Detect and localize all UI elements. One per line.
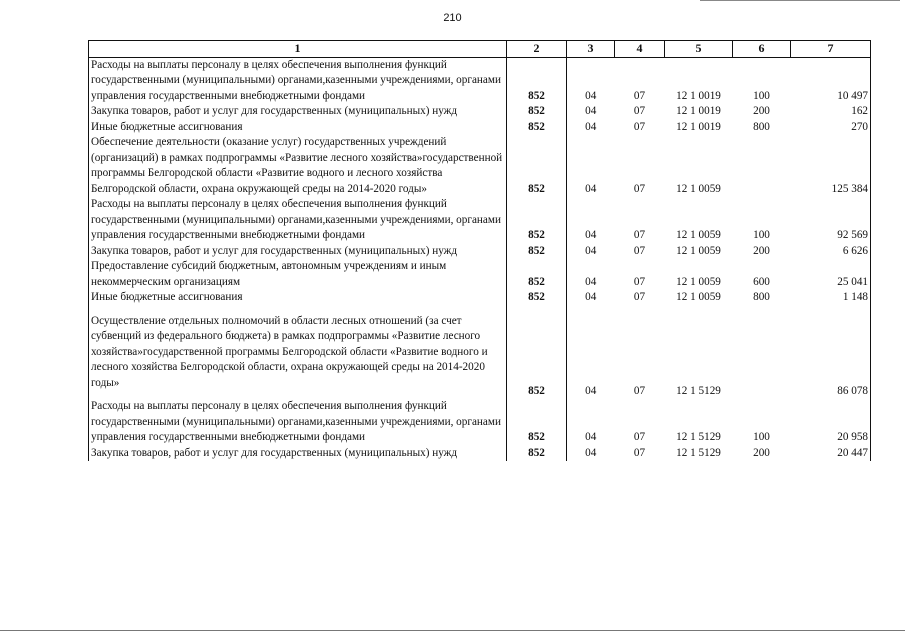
expense-name: Осуществление отдельных полномочий в области лесных отношений (за счет субвенций из федерального бюджета) в рамках подпрограммы «Развитие лесного хозяйства»государственной программы Белгородской области «Развитие водного и лесного хозяйства Белгородской области, охрана окружающей среды на 2014-2020 годы»	[89, 314, 507, 400]
bottom-rule	[0, 630, 905, 631]
amount: 162	[791, 104, 871, 120]
ministry-code: 852	[507, 290, 567, 306]
subsection-code: 07	[633, 446, 646, 459]
ministry-code: 852	[507, 399, 567, 446]
subsection-code: 07	[633, 244, 646, 257]
table-row	[89, 120, 871, 136]
amount: 25 041	[791, 259, 871, 290]
amount: 6 626	[791, 244, 871, 260]
target-article-code: 12 1 0059	[676, 229, 721, 241]
expense-type-code: 100	[753, 229, 770, 241]
column-header: 1	[89, 41, 507, 58]
row-spacer	[89, 306, 871, 314]
ministry-code: 852	[507, 446, 567, 462]
expense-name: Закупка товаров, работ и услуг для государственных (муниципальных) нужд	[89, 244, 507, 260]
ministry-code: 852	[507, 57, 567, 104]
section-code: 04	[585, 275, 597, 288]
subsection-code: 07	[633, 431, 646, 443]
table-row	[89, 244, 871, 260]
subsection-code: 07	[633, 105, 646, 117]
amount: 20 958	[791, 399, 871, 446]
column-header: 3	[567, 41, 615, 58]
table-row	[89, 135, 871, 197]
expense-type-code: 200	[753, 446, 770, 459]
top-rule	[700, 0, 900, 1]
expense-name: Предоставление субсидий бюджетным, автономным учреждениям и иным некоммерческим организациям	[89, 259, 507, 290]
column-header: 6	[733, 41, 791, 58]
page-number: 210	[443, 12, 462, 24]
ministry-code: 852	[507, 104, 567, 120]
expense-type-code: 800	[753, 120, 770, 133]
expense-type-code	[733, 314, 791, 400]
table-row	[89, 399, 871, 446]
subsection-code: 07	[633, 275, 646, 288]
table-row	[89, 259, 871, 290]
target-article-code: 12 1 0059	[676, 182, 721, 195]
expense-name: Закупка товаров, работ и услуг для государственных (муниципальных) нужд	[89, 446, 507, 462]
section-code: 04	[585, 182, 597, 195]
target-article-code: 12 1 5129	[676, 446, 721, 459]
header-row	[89, 41, 871, 58]
table-row	[89, 290, 871, 306]
target-article-code: 12 1 0019	[676, 105, 721, 117]
expense-type-code: 200	[753, 244, 770, 257]
expense-name: Иные бюджетные ассигнования	[89, 120, 507, 136]
budget-table	[88, 40, 871, 461]
expense-name: Расходы на выплаты персоналу в целях обеспечения выполнения функций государственными (муниципальными) органами,казенными учреждениями, органами управления государственными внебюджетными фондами	[89, 399, 507, 446]
column-header: 4	[615, 41, 665, 58]
section-code: 04	[585, 244, 597, 257]
target-article-code: 12 1 5129	[676, 384, 721, 397]
expense-name: Расходы на выплаты персоналу в целях обеспечения выполнения функций государственными (муниципальными) органами,казенными учреждениями, органами управления государственными внебюджетными фондами	[89, 57, 507, 104]
amount: 86 078	[791, 314, 871, 400]
ministry-code: 852	[507, 135, 567, 197]
subsection-code: 07	[633, 229, 646, 241]
target-article-code: 12 1 0059	[676, 275, 721, 288]
section-code: 04	[585, 291, 597, 303]
ministry-code: 852	[507, 120, 567, 136]
amount: 1 148	[791, 290, 871, 306]
table-row	[89, 104, 871, 120]
ministry-code: 852	[507, 259, 567, 290]
target-article-code: 12 1 0019	[676, 89, 721, 102]
target-article-code: 12 1 0019	[676, 120, 721, 133]
section-code: 04	[585, 384, 597, 397]
expense-name: Расходы на выплаты персоналу в целях обеспечения выполнения функций государственными (муниципальными) органами,казенными учреждениями, органами управления государственными внебюджетными фондами	[89, 197, 507, 244]
amount: 125 384	[791, 135, 871, 197]
section-code: 04	[585, 446, 597, 459]
ministry-code: 852	[507, 314, 567, 400]
section-code: 04	[585, 105, 597, 117]
expense-type-code: 200	[753, 105, 770, 117]
amount: 10 497	[791, 57, 871, 104]
target-article-code: 12 1 5129	[676, 431, 721, 443]
expense-type-code: 100	[753, 89, 770, 102]
amount: 270	[791, 120, 871, 136]
table-row	[89, 197, 871, 244]
target-article-code: 12 1 0059	[676, 244, 721, 257]
section-code: 04	[585, 89, 597, 102]
expense-name: Обеспечение деятельности (оказание услуг) государственных учреждений (организаций) в рамках подпрограммы «Развитие лесного хозяйства»государственной программы Белгородской области «Развитие водного и лесного хозяйства Белгородской области, охрана окружающей среды на 2014-2020 годы»	[89, 135, 507, 197]
expense-name: Иные бюджетные ассигнования	[89, 290, 507, 306]
subsection-code: 07	[633, 89, 646, 102]
amount: 20 447	[791, 446, 871, 462]
subsection-code: 07	[633, 291, 646, 303]
expense-type-code	[733, 135, 791, 197]
expense-type-code: 800	[753, 291, 770, 303]
column-header: 5	[665, 41, 733, 58]
ministry-code: 852	[507, 197, 567, 244]
table-row	[89, 57, 871, 104]
target-article-code: 12 1 0059	[676, 291, 721, 303]
section-code: 04	[585, 120, 597, 133]
subsection-code: 07	[633, 384, 646, 397]
subsection-code: 07	[633, 182, 646, 195]
expense-type-code: 100	[753, 431, 770, 443]
section-code: 04	[585, 229, 597, 241]
table-row	[89, 314, 871, 400]
column-header: 7	[791, 41, 871, 58]
column-header: 2	[507, 41, 567, 58]
expense-type-code: 600	[753, 275, 770, 288]
expense-name: Закупка товаров, работ и услуг для государственных (муниципальных) нужд	[89, 104, 507, 120]
section-code: 04	[585, 431, 597, 443]
amount: 92 569	[791, 197, 871, 244]
subsection-code: 07	[633, 120, 646, 133]
table-row	[89, 446, 871, 462]
ministry-code: 852	[507, 244, 567, 260]
